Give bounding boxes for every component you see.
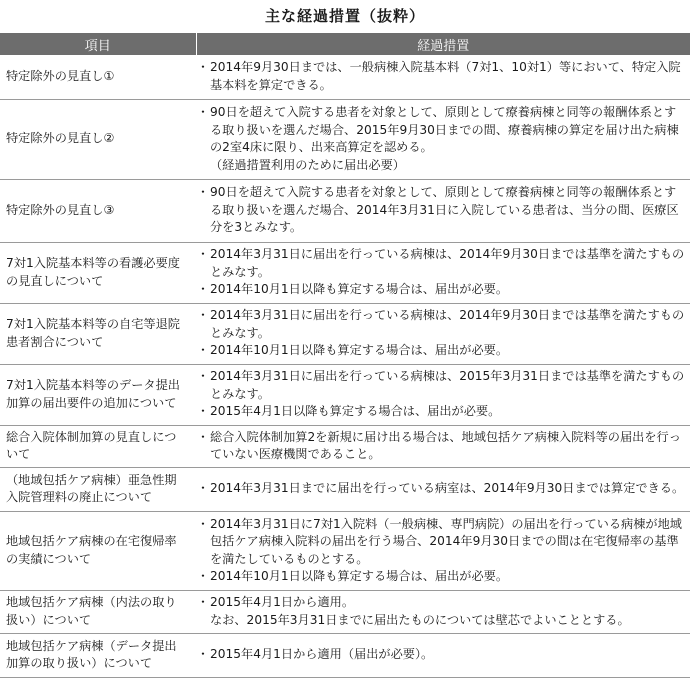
row-item-label: 7対1入院基本料等の自宅等退院患者割合について xyxy=(0,303,196,364)
row-measures-cell xyxy=(196,590,690,633)
table-row xyxy=(0,633,690,677)
table-row xyxy=(0,99,690,179)
bullet-line: ・ 2014年3月31日に届出を行っている病棟は、2014年9月30日までは基準を満たすものとみなす。 xyxy=(196,247,685,279)
row-note: （経過措置利用のために届出必要） xyxy=(210,157,405,172)
bullet-line: ・ 2014年10月1日以降も算定する場合は、届出が必要。 xyxy=(196,282,509,297)
bullet-line: ・ 90日を超えて入院する患者を対象として、原則として療養病棟と同等の報酬体系とする取り扱いを選んだ場合、2014年3月31日に入院している患者は、当分の間、医療区分を3とみなす。 xyxy=(196,185,679,235)
bullet-line: ・ 2014年3月31日までに届出を行っている病室は、2014年9月30日までは算定できる。 xyxy=(196,481,685,496)
row-measures-cell xyxy=(196,55,690,99)
row-item-label: 総合入院体制加算の見直しについて xyxy=(0,425,196,467)
bullet-line: ・ 2014年9月30日までは、一般病棟入院基本料（7対1、10対1）等において、特定入院基本料を算定できる。 xyxy=(196,60,681,92)
row-item-label: （地域包括ケア病棟）亜急性期入院管理料の廃止について xyxy=(0,467,196,511)
table-header-row xyxy=(0,33,690,55)
bullet-line: ・ 2014年3月31日に届出を行っている病棟は、2015年3月31日までは基準を満たすものとみなす。 xyxy=(196,369,685,401)
row-measures-cell xyxy=(196,511,690,590)
row-measures-cell xyxy=(196,467,690,511)
row-measures-cell xyxy=(196,425,690,467)
bullet-line: ・ 2014年10月1日以降も算定する場合は、届出が必要。 xyxy=(196,569,509,583)
transitional-measures-table xyxy=(0,33,690,678)
row-measures-cell xyxy=(196,179,690,242)
row-measures-cell xyxy=(196,303,690,364)
row-measures-cell xyxy=(196,364,690,425)
table-row xyxy=(0,242,690,303)
table-row xyxy=(0,511,690,590)
table-row xyxy=(0,303,690,364)
row-note: なお、2015年3月31日までに届出たものについては壁芯でよいこととする。 xyxy=(210,612,630,627)
table-row xyxy=(0,179,690,242)
bullet-line: ・ 2014年3月31日に届出を行っている病棟は、2014年9月30日までは基準を満たすものとみなす。 xyxy=(196,308,685,340)
table-row xyxy=(0,425,690,467)
row-item-label: 7対1入院基本料等のデータ提出加算の届出要件の追加について xyxy=(0,364,196,425)
row-item-label: 地域包括ケア病棟（データ提出加算の取り扱い）について xyxy=(0,633,196,677)
page-title: 主な経過措置（抜粋） xyxy=(264,7,425,25)
table-row xyxy=(0,467,690,511)
bullet-line: ・ 総合入院体制加算2を新規に届け出る場合は、地域包括ケア病棟入院料等の届出を行っていない医療機関であること。 xyxy=(196,429,681,461)
table-row xyxy=(0,55,690,99)
row-measures-cell xyxy=(196,242,690,303)
table-row xyxy=(0,590,690,633)
row-item-label: 地域包括ケア病棟（内法の取り扱い）について xyxy=(0,590,196,633)
row-measures-cell xyxy=(196,633,690,677)
row-item-label: 特定除外の見直し② xyxy=(0,99,196,179)
row-measures-cell xyxy=(196,99,690,179)
bullet-line: ・ 2014年10月1日以降も算定する場合は、届出が必要。 xyxy=(196,343,509,358)
bullet-line: ・ 2014年3月31日に7対1入院料（一般病棟、専門病院）の届出を行っている病棟が地域包括ケア病棟入院料の届出を行う場合、2014年9月30日までの間は在宅復帰率の基準を満たしているものとする。 xyxy=(196,516,682,566)
bullet-line: ・ 2015年4月1日から適用（届出が必要）。 xyxy=(196,647,434,662)
table-row xyxy=(0,364,690,425)
row-item-label: 7対1入院基本料等の看護必要度の見直しについて xyxy=(0,242,196,303)
row-item-label: 特定除外の見直し③ xyxy=(0,179,196,242)
row-item-label: 特定除外の見直し① xyxy=(0,55,196,99)
bullet-line: ・ 2015年4月1日以降も算定する場合は、届出が必要。 xyxy=(196,404,501,419)
bullet-line: ・ 90日を超えて入院する患者を対象として、原則として療養病棟と同等の報酬体系とする取り扱いを選んだ場合、2015年9月30日までの間、療養病棟の算定を届け出た病棟の2室4床に限り、出来高算定を認める。 xyxy=(196,105,679,154)
column-header-item: 項目 xyxy=(0,33,196,55)
column-header-measures: 経過措置 xyxy=(196,33,690,55)
row-item-label: 地域包括ケア病棟の在宅復帰率の実績について xyxy=(0,511,196,590)
bullet-line: ・ 2015年4月1日から適用。 xyxy=(196,595,355,609)
